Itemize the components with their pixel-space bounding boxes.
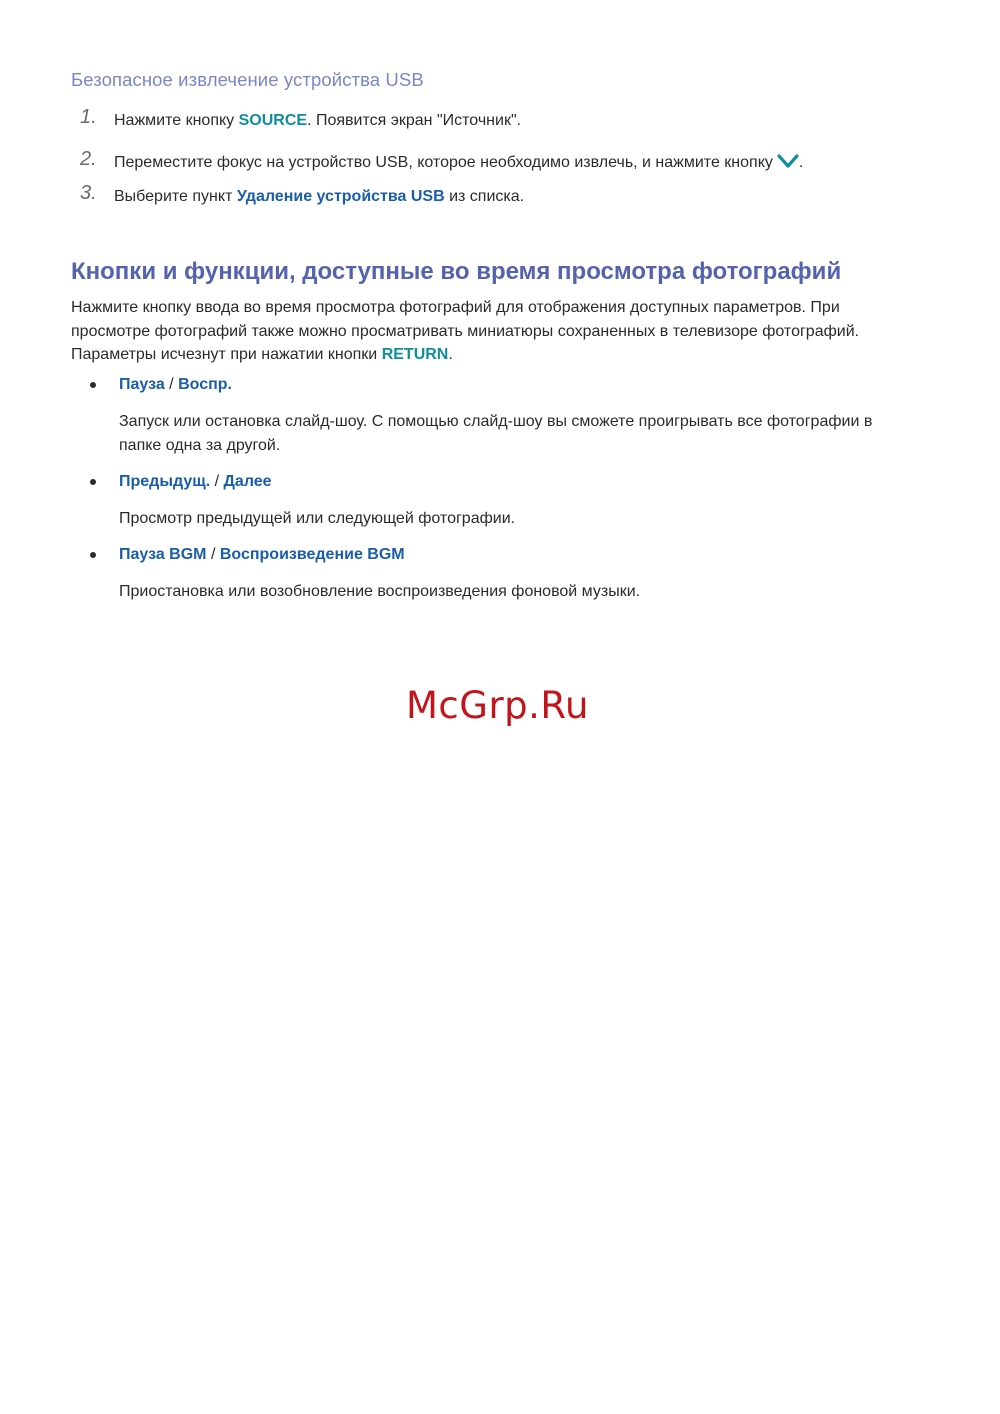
option-name-b: Воспроизведение BGM (219, 546, 405, 563)
bullet-dot (90, 552, 96, 558)
option-separator: / (210, 473, 224, 490)
return-keyword: RETURN (381, 346, 449, 363)
intro-line: Нажмите кнопку ввода во время просмотра фотографий для отображения доступных параметров. При (71, 299, 840, 316)
intro-paragraph (71, 296, 941, 367)
chevron-down-icon (777, 153, 799, 169)
option-description (119, 580, 939, 604)
option-name-b: Воспр. (178, 376, 232, 393)
option-name-b: Далее (223, 473, 272, 490)
step-text-post: . (798, 154, 804, 171)
option-name-a: Предыдущ. (119, 473, 211, 490)
option-name-a: Пауза (119, 376, 165, 393)
remove-usb-keyword: Удаление устройства USB (236, 188, 445, 205)
section-heading: Кнопки и функции, доступные во время просмотра фотографий (71, 258, 842, 285)
option-description (119, 410, 939, 457)
description-line: папке одна за другой. (119, 436, 281, 454)
watermark: McGrp.Ru (406, 684, 589, 727)
option-name-a: Пауза BGM (119, 546, 207, 563)
step-text (114, 152, 803, 174)
description-line: Запуск или остановка слайд-шоу. С помощью слайд-шоу вы сможете проигрывать все фотографии в (119, 413, 873, 430)
source-keyword: SOURCE (238, 112, 308, 129)
step-number: 1. (80, 106, 97, 128)
option-title (119, 471, 272, 493)
bullet-dot (90, 479, 96, 485)
step-text-post: из списка. (444, 188, 525, 205)
step-text-pre: Выберите пункт (114, 188, 237, 205)
intro-line: просмотре фотографий также можно просматривать миниатюры сохраненных в телевизоре фотографий. (71, 322, 860, 340)
option-description (119, 507, 939, 531)
option-separator: / (164, 376, 179, 393)
bullet-dot (90, 382, 96, 388)
option-title (119, 374, 232, 396)
option-separator: / (206, 546, 220, 563)
intro-line-post: . (448, 346, 453, 363)
description-line: Просмотр предыдущей или следующей фотографии. (119, 510, 516, 527)
description-line: Приостановка или возобновление воспроизведения фоновой музыки. (119, 583, 641, 600)
step-number: 2. (80, 148, 97, 170)
intro-line-pre: Параметры исчезнут при нажатии кнопки (71, 346, 382, 363)
intro-line (71, 343, 941, 367)
step-text (114, 110, 521, 132)
option-title (119, 544, 405, 566)
step-text-post: . Появится экран "Источник". (307, 112, 522, 129)
step-text-pre: Нажмите кнопку (114, 112, 239, 129)
step-text-pre: Переместите фокус на устройство USB, которое необходимо извлечь, и нажмите кнопку (114, 154, 773, 171)
step-text (114, 186, 524, 208)
step-number: 3. (80, 182, 97, 204)
section-subheading: Безопасное извлечение устройства USB (71, 69, 424, 90)
